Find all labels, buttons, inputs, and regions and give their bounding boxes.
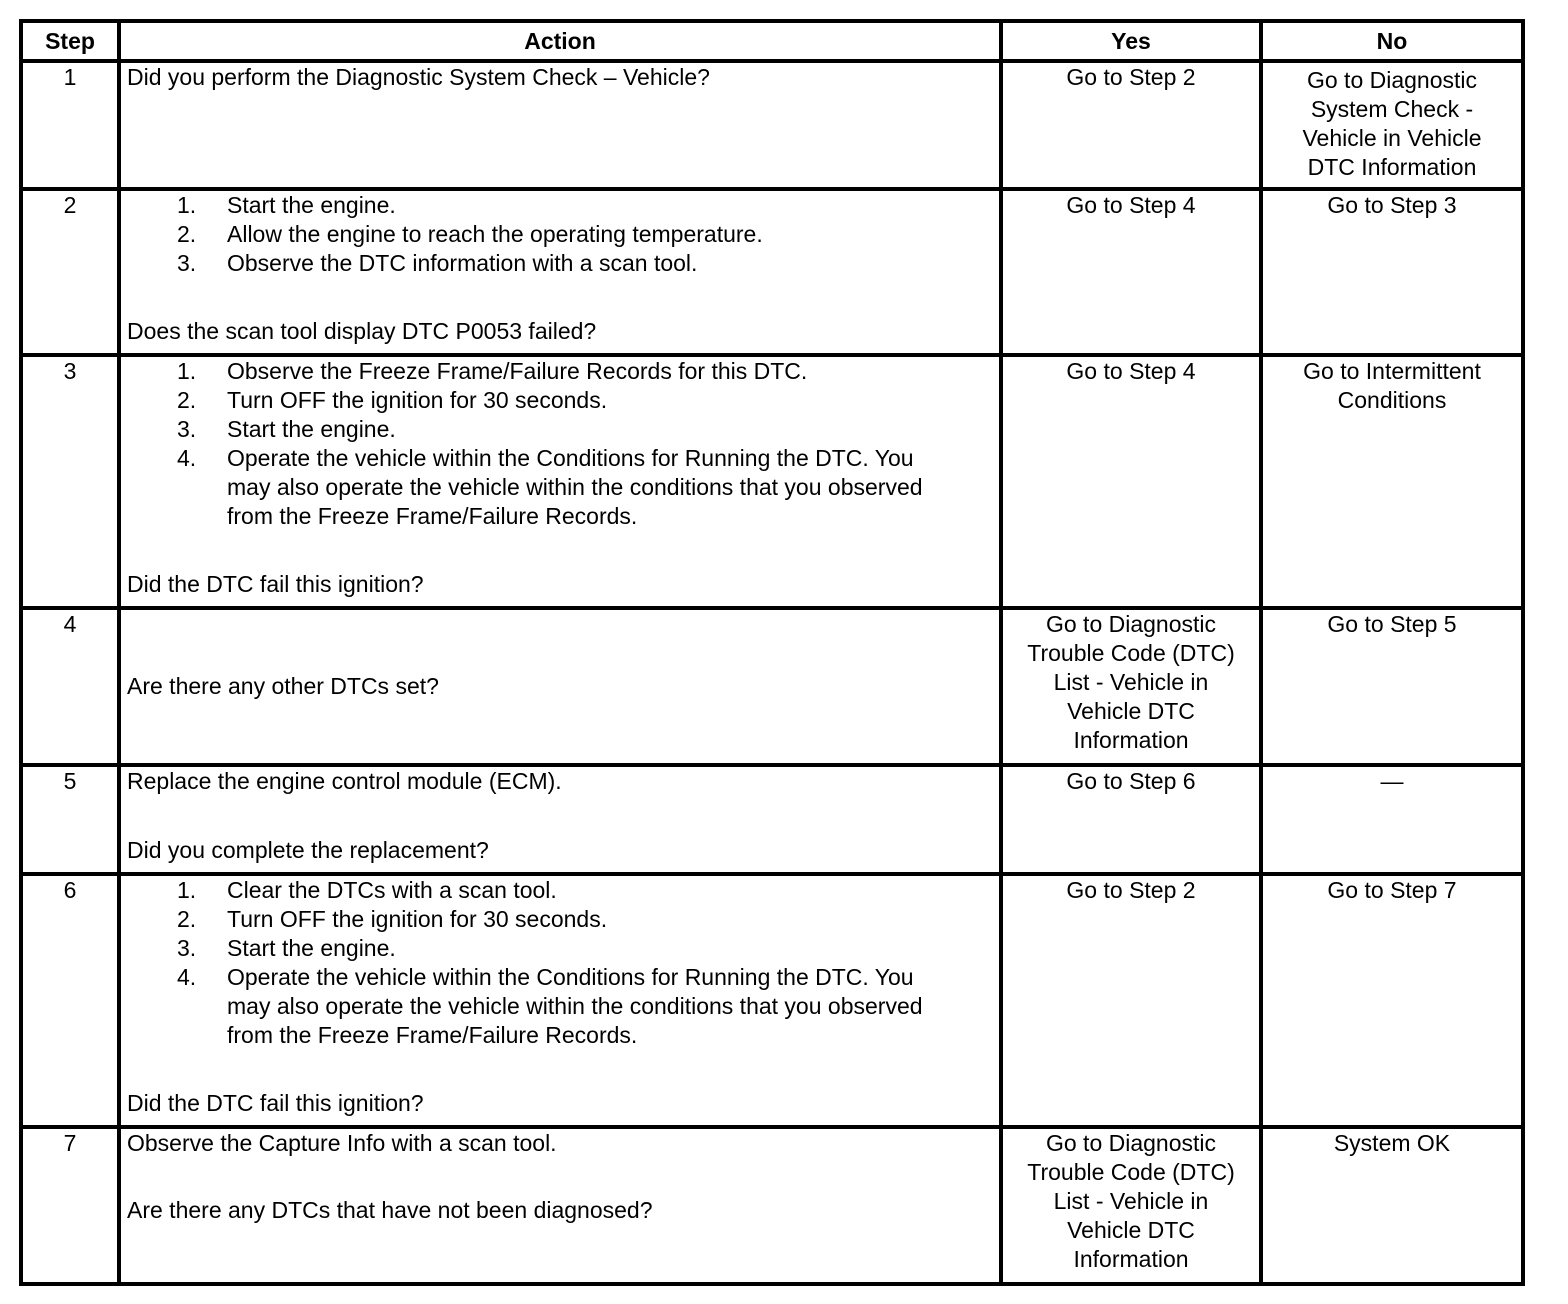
no-line: Vehicle in Vehicle: [1302, 125, 1482, 151]
list-item: 1. Clear the DTCs with a scan tool.: [177, 877, 557, 903]
action-cell: [119, 355, 1001, 608]
list-item: 2. Allow the engine to reach the operating temperature.: [177, 221, 763, 247]
yes-cell: Go to Step 4: [1001, 189, 1261, 355]
yes-cell: [1001, 1127, 1261, 1284]
step-number: 7: [21, 1127, 119, 1284]
yes-cell: [1001, 608, 1261, 765]
action-cell: [119, 1127, 1001, 1284]
list-item: 1. Start the engine.: [177, 192, 396, 218]
list-item: 2. Turn OFF the ignition for 30 seconds.: [177, 906, 608, 932]
action-intro: Observe the Capture Info with a scan tool.: [127, 1130, 557, 1156]
no-cell: Go to Step 7: [1261, 874, 1523, 1127]
action-cell: [119, 61, 1001, 189]
table-row: [21, 765, 1523, 874]
header-row: [21, 21, 1523, 61]
action-cell: [119, 189, 1001, 355]
list-item: 4. Operate the vehicle within the Conditions for Running the DTC. You may also operate the vehicle within the conditions that you observed from the Freeze Frame/Failure Records.: [177, 445, 923, 529]
header-action: Action: [119, 21, 1001, 61]
action-question: Are there any other DTCs set?: [127, 673, 439, 699]
list-item: 3. Start the engine.: [177, 935, 396, 961]
yes-line: Vehicle DTC: [1067, 698, 1195, 724]
yes-line: Go to Diagnostic: [1045, 611, 1217, 637]
instruction-list: [127, 357, 993, 531]
yes-line: Trouble Code (DTC): [1027, 1159, 1235, 1185]
list-item: 1. Observe the Freeze Frame/Failure Records for this DTC.: [177, 358, 808, 384]
no-line: Go to Diagnostic: [1306, 67, 1478, 93]
no-line: DTC Information: [1307, 154, 1477, 180]
yes-cell: Go to Step 2: [1001, 874, 1261, 1127]
diagnostic-table: [19, 19, 1525, 1286]
table-row: [21, 61, 1523, 189]
table-row: [21, 189, 1523, 355]
step-number: 3: [21, 355, 119, 608]
step-number: 5: [21, 765, 119, 874]
list-item: 3. Start the engine.: [177, 416, 396, 442]
no-cell: Go to Step 5: [1261, 608, 1523, 765]
step-number: 1: [21, 61, 119, 189]
yes-line: List - Vehicle in: [1053, 669, 1209, 695]
yes-line: Trouble Code (DTC): [1027, 640, 1235, 666]
header-step: Step: [21, 21, 119, 61]
yes-line: Information: [1073, 727, 1189, 753]
yes-line: Vehicle DTC: [1067, 1217, 1195, 1243]
list-item: 4. Operate the vehicle within the Conditions for Running the DTC. You may also operate the vehicle within the conditions that you observed from the Freeze Frame/Failure Records.: [177, 964, 923, 1048]
table-row: [21, 355, 1523, 608]
step-number: 2: [21, 189, 119, 355]
action-question: Are there any DTCs that have not been diagnosed?: [127, 1197, 653, 1223]
no-line: Go to Intermittent: [1303, 358, 1481, 384]
table-row: [21, 1127, 1523, 1284]
yes-cell: Go to Step 6: [1001, 765, 1261, 874]
step-number: 4: [21, 608, 119, 765]
yes-cell: Go to Step 2: [1001, 61, 1261, 189]
header-no: No: [1261, 21, 1523, 61]
action-question: Did the DTC fail this ignition?: [127, 571, 424, 597]
yes-line: Information: [1073, 1246, 1189, 1272]
yes-line: Go to Diagnostic: [1045, 1130, 1217, 1156]
action-question: Did the DTC fail this ignition?: [127, 1090, 424, 1116]
action-question: Does the scan tool display DTC P0053 failed?: [127, 318, 597, 344]
action-intro: Replace the engine control module (ECM).: [127, 768, 562, 794]
table-row: [21, 874, 1523, 1127]
action-cell: [119, 874, 1001, 1127]
no-line: Conditions: [1337, 387, 1447, 413]
instruction-list: [127, 876, 993, 1050]
action-cell: [119, 608, 1001, 765]
yes-cell: Go to Step 4: [1001, 355, 1261, 608]
no-line: System Check -: [1310, 96, 1474, 122]
no-cell: Go to Step 3: [1261, 189, 1523, 355]
step-number: 6: [21, 874, 119, 1127]
action-question: Did you complete the replacement?: [127, 837, 489, 863]
list-item: 3. Observe the DTC information with a scan tool.: [177, 250, 698, 276]
yes-line: List - Vehicle in: [1053, 1188, 1209, 1214]
no-cell: [1261, 61, 1523, 189]
no-cell: [1261, 355, 1523, 608]
no-cell: System OK: [1261, 1127, 1523, 1284]
action-cell: [119, 765, 1001, 874]
table-row: [21, 608, 1523, 765]
action-intro: Did you perform the Diagnostic System Check – Vehicle?: [127, 64, 710, 90]
header-yes: Yes: [1001, 21, 1261, 61]
list-item: 2. Turn OFF the ignition for 30 seconds.: [177, 387, 608, 413]
no-cell: —: [1261, 765, 1523, 874]
instruction-list: [127, 191, 993, 278]
